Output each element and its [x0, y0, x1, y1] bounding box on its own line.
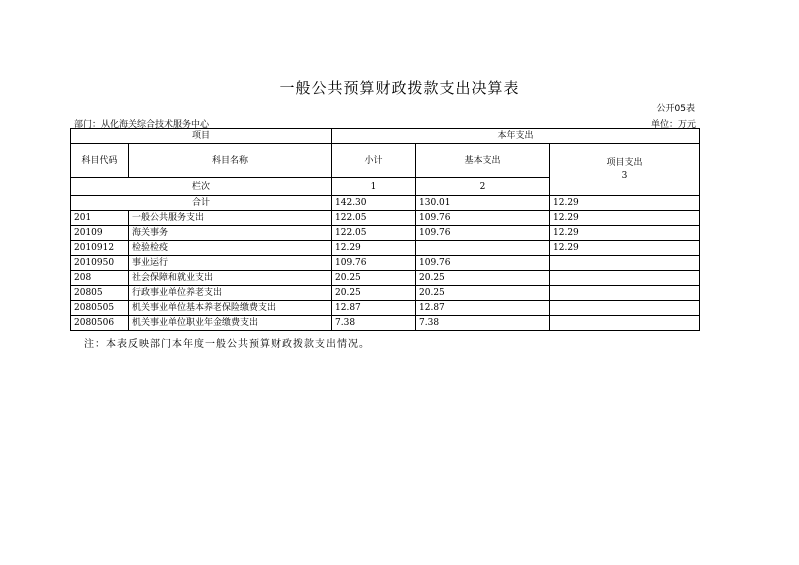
header-project-cell [550, 144, 700, 196]
form-number: 公开05表 [656, 104, 695, 114]
row-project [550, 256, 700, 271]
row-project [550, 286, 700, 301]
table-note: 注：本表反映部门本年度一般公共预算财政拨款支出情况。 [84, 339, 370, 350]
row-subtotal: 122.05 [332, 211, 416, 226]
row-subtotal: 12.87 [332, 301, 416, 316]
header-subtotal: 小计 [332, 144, 416, 178]
row-name: 一般公共服务支出 [129, 211, 332, 226]
header-project: 项目支出 [606, 158, 643, 168]
row-subtotal: 20.25 [332, 271, 416, 286]
total-subtotal: 142.30 [332, 196, 416, 211]
row-code: 2010950 [71, 256, 129, 271]
budget-table [70, 128, 700, 331]
row-name: 机关事业单位职业年金缴费支出 [129, 316, 332, 331]
row-project: 12.29 [550, 241, 700, 256]
table-row [71, 211, 700, 226]
row-code: 20805 [71, 286, 129, 301]
row-code: 201 [71, 211, 129, 226]
row-name: 机关事业单位基本养老保险缴费支出 [129, 301, 332, 316]
total-row [71, 196, 700, 211]
row-subtotal: 12.29 [332, 241, 416, 256]
header-code: 科目代码 [71, 144, 129, 178]
header-col3: 3 [621, 171, 628, 181]
row-name: 社会保障和就业支出 [129, 271, 332, 286]
page-title: 一般公共预算财政拨款支出决算表 [279, 79, 520, 97]
row-code: 2080505 [71, 301, 129, 316]
row-basic: 20.25 [416, 286, 550, 301]
table-row [71, 301, 700, 316]
row-project [550, 271, 700, 286]
row-project [550, 301, 700, 316]
row-project [550, 316, 700, 331]
row-code: 2010912 [71, 241, 129, 256]
row-basic: 109.76 [416, 211, 550, 226]
row-code: 20109 [71, 226, 129, 241]
header-name: 科目名称 [129, 144, 332, 178]
row-code: 208 [71, 271, 129, 286]
row-basic: 12.87 [416, 301, 550, 316]
row-subtotal: 109.76 [332, 256, 416, 271]
header-col1: 1 [332, 178, 416, 196]
unit-label: 单位：万元 [650, 120, 696, 130]
header-item: 项目 [71, 129, 332, 144]
total-project: 12.29 [550, 196, 700, 211]
row-subtotal: 20.25 [332, 286, 416, 301]
row-project: 12.29 [550, 226, 700, 241]
header-current-year: 本年支出 [332, 129, 700, 144]
header-col2: 2 [416, 178, 550, 196]
row-basic [416, 241, 550, 256]
table-row [71, 226, 700, 241]
row-name: 检验检疫 [129, 241, 332, 256]
total-basic: 130.01 [416, 196, 550, 211]
department-label: 部门：从化海关综合技术服务中心 [74, 120, 210, 130]
row-subtotal: 7.38 [332, 316, 416, 331]
total-label: 合计 [71, 196, 332, 211]
row-subtotal: 122.05 [332, 226, 416, 241]
row-code: 2080506 [71, 316, 129, 331]
row-basic: 109.76 [416, 226, 550, 241]
row-name: 事业运行 [129, 256, 332, 271]
table-row [71, 271, 700, 286]
row-project: 12.29 [550, 211, 700, 226]
row-name: 行政事业单位养老支出 [129, 286, 332, 301]
header-row-2 [71, 144, 700, 178]
table-row [71, 256, 700, 271]
table-row [71, 241, 700, 256]
header-row-1 [71, 129, 700, 144]
table-row [71, 286, 700, 301]
header-basic: 基本支出 [416, 144, 550, 178]
row-basic: 109.76 [416, 256, 550, 271]
row-name: 海关事务 [129, 226, 332, 241]
header-column-label: 栏次 [71, 178, 332, 196]
row-basic: 20.25 [416, 271, 550, 286]
table-row [71, 316, 700, 331]
row-basic: 7.38 [416, 316, 550, 331]
